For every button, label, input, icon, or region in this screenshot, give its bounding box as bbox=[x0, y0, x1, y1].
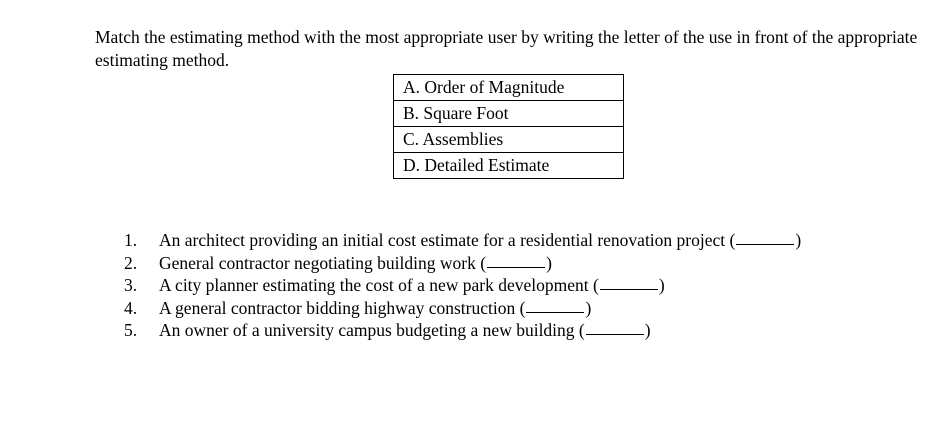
method-order-of-magnitude: A. Order of Magnitude bbox=[394, 75, 624, 101]
question-text: An architect providing an initial cost estimate for a residential renovation project bbox=[159, 230, 726, 250]
close-paren: ) bbox=[585, 297, 592, 318]
question-text: General contractor negotiating building work bbox=[159, 252, 476, 273]
questions-list bbox=[124, 229, 801, 342]
open-paren: ( bbox=[729, 230, 736, 250]
answer-blank[interactable] bbox=[600, 274, 658, 290]
estimating-methods-table bbox=[393, 74, 624, 179]
table-row bbox=[394, 153, 624, 179]
answer-blank[interactable] bbox=[526, 297, 584, 313]
method-detailed-estimate: D. Detailed Estimate bbox=[394, 153, 624, 179]
list-item bbox=[124, 319, 801, 342]
answer-blank[interactable] bbox=[736, 229, 794, 245]
question-number: 2. bbox=[124, 252, 138, 273]
table-row bbox=[394, 75, 624, 101]
list-item bbox=[124, 252, 801, 275]
method-square-foot: B. Square Foot bbox=[394, 101, 624, 127]
answer-blank[interactable] bbox=[586, 319, 644, 335]
question-text: A city planner estimating the cost of a new park development bbox=[159, 275, 589, 295]
open-paren: ( bbox=[519, 297, 526, 318]
close-paren: ) bbox=[644, 320, 651, 340]
question-text: An owner of a university campus budgeting a new building bbox=[159, 320, 575, 340]
table-row bbox=[394, 101, 624, 127]
question-number: 5. bbox=[124, 320, 138, 340]
question-text: A general contractor bidding highway construction bbox=[159, 297, 516, 318]
open-paren: ( bbox=[592, 275, 599, 295]
open-paren: ( bbox=[578, 320, 585, 340]
instructions-text: Match the estimating method with the most appropriate user by writing the letter of the use in front of the appropriate estimating method. bbox=[95, 26, 918, 70]
table-row bbox=[394, 127, 624, 153]
close-paren: ) bbox=[795, 230, 802, 250]
method-assemblies: C. Assemblies bbox=[394, 127, 624, 153]
answer-blank[interactable] bbox=[487, 252, 545, 268]
question-number: 1. bbox=[124, 230, 138, 250]
close-paren: ) bbox=[546, 252, 552, 273]
list-item bbox=[124, 229, 801, 252]
question-number: 3. bbox=[124, 275, 138, 295]
list-item bbox=[124, 297, 801, 320]
open-paren: ( bbox=[480, 252, 487, 273]
close-paren: ) bbox=[658, 275, 665, 295]
question-number: 4. bbox=[124, 297, 138, 318]
list-item bbox=[124, 274, 801, 297]
